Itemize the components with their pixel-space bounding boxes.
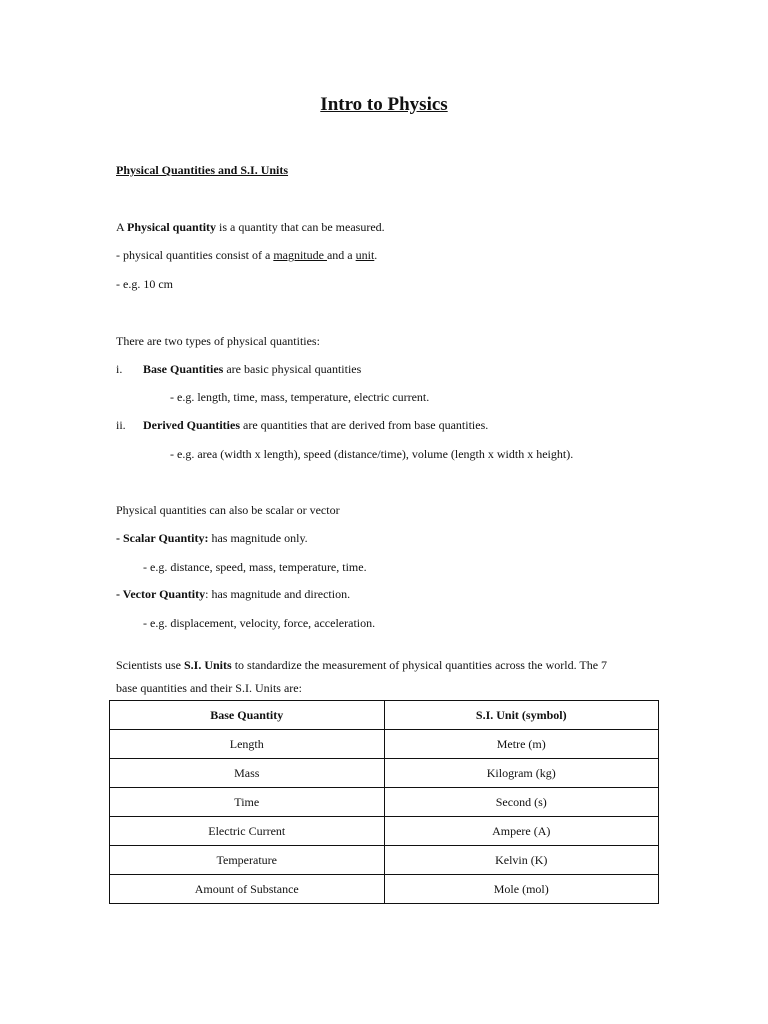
column-header: S.I. Unit (symbol) [384,701,659,730]
column-header: Base Quantity [110,701,385,730]
type-numeral: i. [116,362,123,376]
table-row [110,788,659,817]
page-title: Intro to Physics [320,94,448,115]
si-intro-suffix: to standardize the measurement of physical quantities across the world. The 7 [231,658,608,672]
si-intro-line2: base quantities and their S.I. Units are: [116,681,302,695]
table-cell: Mass [110,759,385,788]
consists-line [116,248,377,263]
table-cell: Ampere (A) [384,817,659,846]
definition-line [116,220,385,235]
type-example-base: - e.g. length, time, mass, temperature, electric current. [170,390,430,404]
table-row [110,846,659,875]
magnitude-term: magnitude [273,248,327,262]
table-cell: Time [110,788,385,817]
table-row [110,730,659,759]
consists-prefix: - physical quantities consist of a [116,248,274,262]
vector-text: : has magnitude and direction. [205,587,351,601]
vector-example: - e.g. displacement, velocity, force, acceleration. [143,616,376,630]
scalar-line [116,531,308,546]
table-cell: Mole (mol) [384,875,659,904]
table-cell: Amount of Substance [110,875,385,904]
table-cell: Electric Current [110,817,385,846]
types-intro: There are two types of physical quantities: [116,334,320,348]
si-intro-line1 [116,658,607,673]
table-row [110,759,659,788]
scalar-text: has magnitude only. [208,531,308,545]
si-units-table [109,700,659,904]
table-cell: Metre (m) [384,730,659,759]
example-line: - e.g. 10 cm [116,277,173,291]
definition-suffix: is a quantity that can be measured. [216,220,385,234]
type-text: are basic physical quantities [223,362,362,376]
table-cell: Temperature [110,846,385,875]
scalar-example: - e.g. distance, speed, mass, temperature, time. [143,560,367,574]
vector-term: - Vector Quantity [116,587,206,601]
consists-middle: and a [326,248,356,262]
type-numeral: ii. [116,418,126,432]
table-row [110,875,659,904]
type-term: Base Quantities [143,362,224,376]
table-row [110,817,659,846]
table-cell: Second (s) [384,788,659,817]
definition-prefix: A [116,220,128,234]
si-intro-prefix: Scientists use [116,658,184,672]
section-heading: Physical Quantities and S.I. Units [116,163,289,177]
si-term: S.I. Units [184,658,232,672]
type-text: are quantities that are derived from base quantities. [240,418,489,432]
type-item-derived [116,418,488,433]
table-cell: Kelvin (K) [384,846,659,875]
type-example-derived: - e.g. area (width x length), speed (distance/time), volume (length x width x height). [170,447,574,461]
table-cell: Kilogram (kg) [384,759,659,788]
scalar-term: - Scalar Quantity: [116,531,209,545]
definition-term: Physical quantity [127,220,217,234]
consists-suffix: . [374,248,378,262]
type-term: Derived Quantities [143,418,240,432]
vector-line [116,587,350,602]
table-cell: Length [110,730,385,759]
scalar-vector-intro: Physical quantities can also be scalar or vector [116,503,340,517]
unit-term: unit [355,248,375,262]
table-header-row [110,701,659,730]
type-item-base [116,362,361,377]
